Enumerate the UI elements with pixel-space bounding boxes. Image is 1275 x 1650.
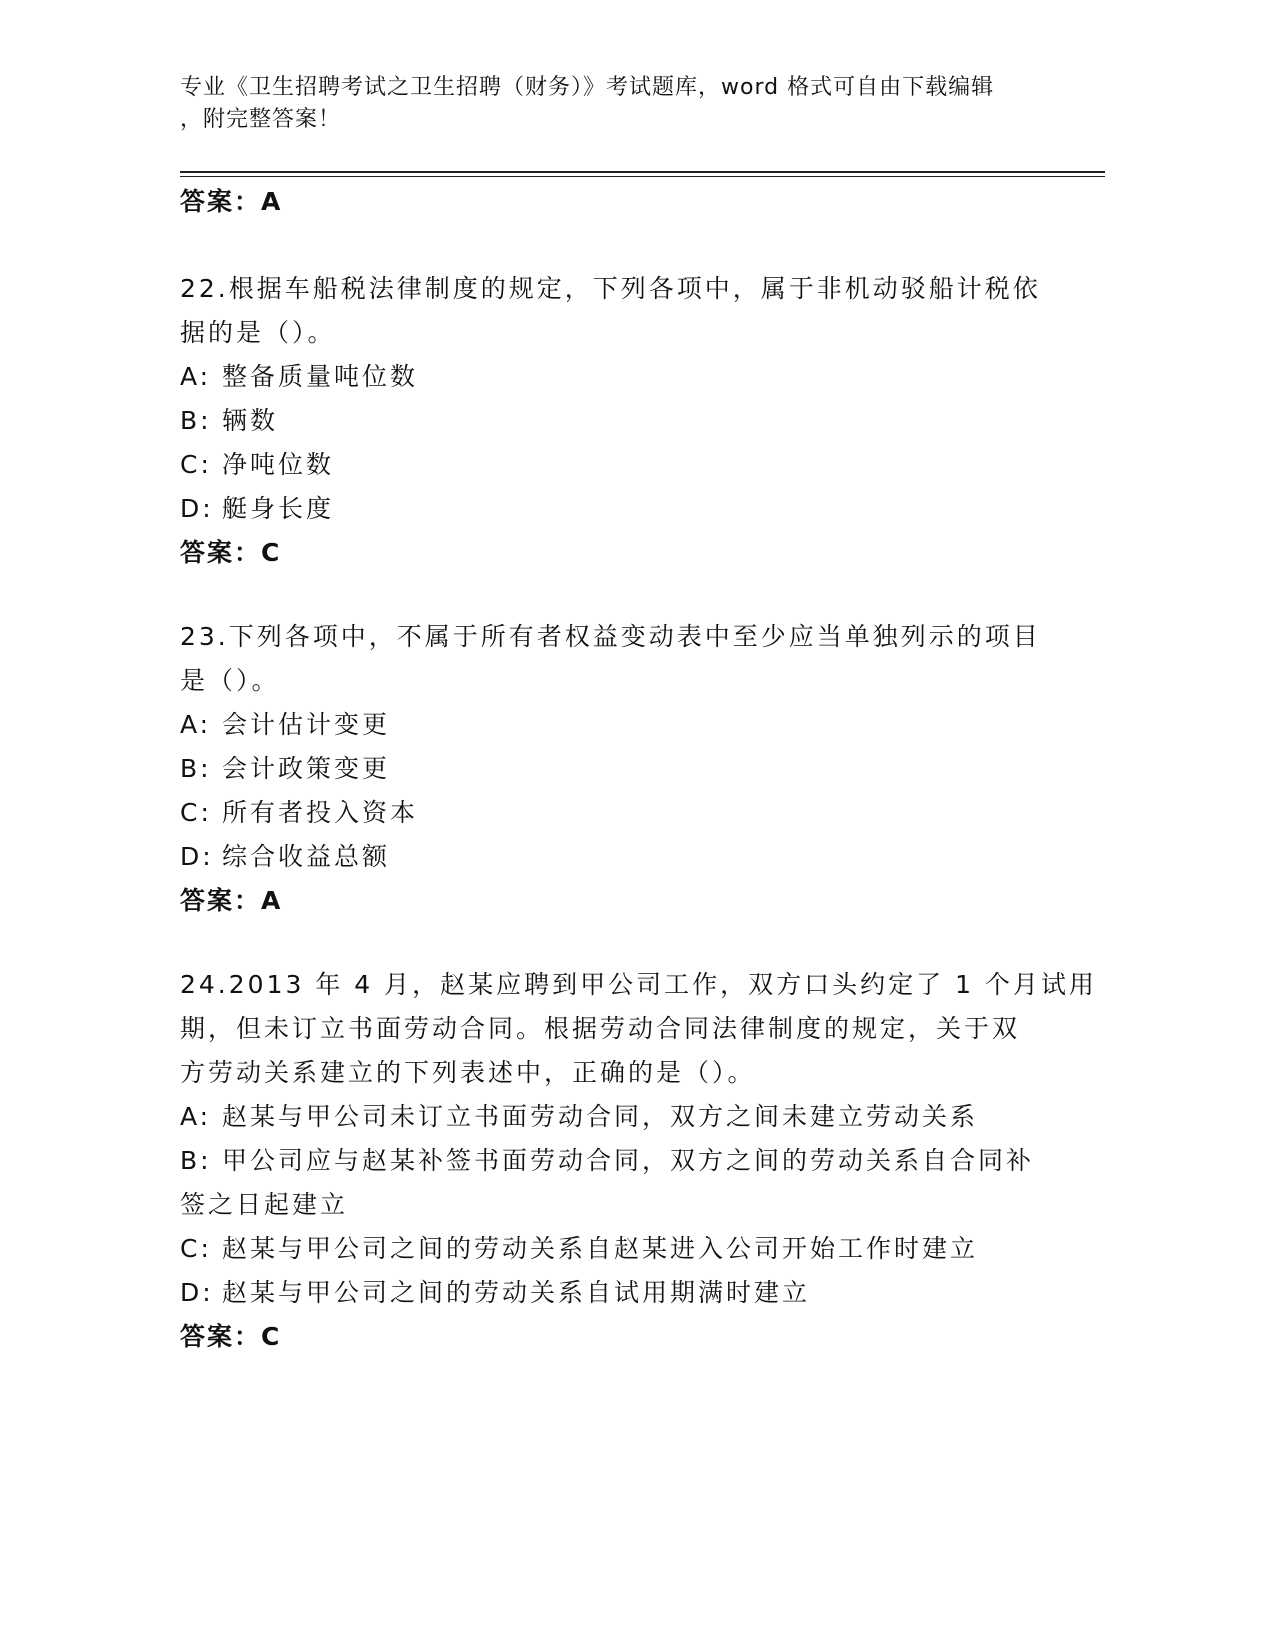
- option-text: 艇身长度: [222, 494, 335, 523]
- option-letter: B:: [180, 754, 212, 783]
- option-text: 会计估计变更: [222, 710, 391, 739]
- option-text: 会计政策变更: [222, 754, 391, 783]
- question-stem: 是（）。: [180, 666, 280, 695]
- option-letter: D:: [180, 842, 214, 871]
- option-text: 赵某与甲公司未订立书面劳动合同，双方之间未建立劳动关系: [222, 1102, 979, 1131]
- option-text: 甲公司应与赵某补签书面劳动合同，双方之间的劳动关系自合同补: [222, 1146, 1035, 1175]
- previous-answer-block: [180, 180, 1040, 224]
- option-letter: C:: [180, 1234, 212, 1263]
- question-23: [180, 615, 1040, 923]
- option-c: [180, 791, 1040, 835]
- option-letter: C:: [180, 450, 212, 479]
- answer-label: 答案：C: [180, 1322, 282, 1351]
- question-stem: 据的是（）。: [180, 318, 336, 347]
- header-divider-thin: [180, 176, 1105, 177]
- header-note-line-1: 专业《卫生招聘考试之卫生招聘（财务）》考试题库，word 格式可自由下载编辑: [180, 75, 995, 100]
- option-letter: B:: [180, 406, 212, 435]
- option-letter: A:: [180, 710, 212, 739]
- answer-label: 答案：C: [180, 538, 282, 567]
- option-letter: D:: [180, 494, 214, 523]
- option-a: [180, 703, 1040, 747]
- header-divider-thick: [180, 171, 1105, 173]
- option-text: 赵某与甲公司之间的劳动关系自试用期满时建立: [222, 1278, 811, 1307]
- question-stem: 22.根据车船税法律制度的规定，下列各项中，属于非机动驳船计税依: [180, 274, 1041, 303]
- option-c: [180, 443, 1040, 487]
- option-letter: C:: [180, 798, 212, 827]
- option-text: 综合收益总额: [222, 842, 391, 871]
- option-c: [180, 1227, 1040, 1271]
- answer-label: 答案：A: [180, 886, 283, 915]
- option-letter: A:: [180, 362, 212, 391]
- option-d: [180, 487, 1040, 531]
- option-text: 辆数: [222, 406, 279, 435]
- question-24: [180, 963, 1097, 1359]
- question-stem: 期，但未订立书面劳动合同。根据劳动合同法律制度的规定，关于双: [180, 1014, 1021, 1043]
- option-d: [180, 835, 1040, 879]
- option-b-continuation: 签之日起建立: [180, 1190, 349, 1219]
- option-a: [180, 1095, 1040, 1139]
- question-22: [180, 267, 1040, 575]
- question-stem: 23.下列各项中，不属于所有者权益变动表中至少应当单独列示的项目: [180, 622, 1041, 651]
- answer-label: 答案：A: [180, 187, 283, 216]
- question-stem: 方劳动关系建立的下列表述中，正确的是（）。: [180, 1058, 756, 1087]
- option-b: [180, 399, 1040, 443]
- option-text: 整备质量吨位数: [222, 362, 419, 391]
- option-letter: D:: [180, 1278, 214, 1307]
- option-a: [180, 355, 1040, 399]
- option-letter: A:: [180, 1102, 212, 1131]
- option-text: 赵某与甲公司之间的劳动关系自赵某进入公司开始工作时建立: [222, 1234, 979, 1263]
- option-b: [180, 1139, 1040, 1183]
- option-text: 所有者投入资本: [222, 798, 419, 827]
- option-letter: B:: [180, 1146, 212, 1175]
- question-stem: 24.2013 年 4 月，赵某应聘到甲公司工作，双方口头约定了 1 个月试用: [180, 970, 1097, 999]
- option-d: [180, 1271, 1040, 1315]
- header-note: [180, 72, 1080, 136]
- option-text: 净吨位数: [222, 450, 335, 479]
- option-b: [180, 747, 1040, 791]
- header-note-line-2: ，附完整答案！: [180, 107, 342, 132]
